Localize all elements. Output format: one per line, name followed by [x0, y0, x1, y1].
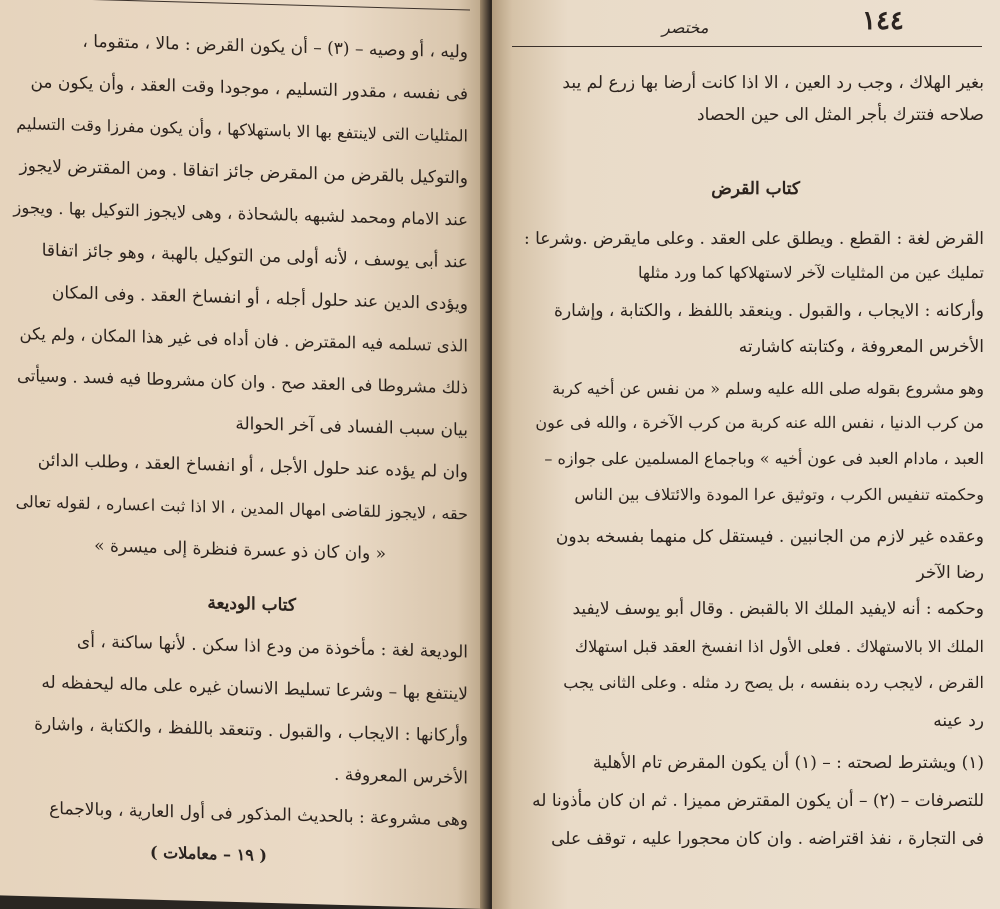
text-line: وحكمته تنفيس الكرب ، وتوثيق عرا المودة والائتلاف بين الناس — [574, 485, 984, 504]
right-page — [492, 0, 1000, 909]
text-line: رضا الآخر — [916, 563, 984, 583]
text-line: المثليات التى لاينتفع بها الا باستهلاكها ، وأن يكون مفرزا وقت التسليم — [16, 113, 468, 146]
text-line: وهى مشروعة : بالحديث المذكور فى أول العارية ، وبالاجماع — [49, 798, 468, 831]
text-line: والتوكيل بالقرض من المقرض جائز اتفاقا . ومن المقترض لايجوز — [19, 155, 468, 189]
text-line: صلاحه فتترك بأجر المثل الى حين الحصاد — [697, 105, 984, 125]
text-line: الأخرس المعروفة ، وكتابته كاشارته — [738, 337, 984, 357]
running-head: مختصر — [662, 18, 709, 37]
text-line: الأخرس المعروفة . — [333, 764, 468, 789]
quran-verse: « وان كان ذو عسرة فنظرة إلى ميسرة » — [94, 536, 386, 565]
section-heading: كتاب الوديعة — [207, 593, 296, 616]
text-line: تمليك عين من المثليات لآخر لاستهلاكها كما ورد مثلها — [637, 263, 984, 282]
page-footer: ( ١٩ – معاملات ) — [150, 842, 267, 865]
text-line: عند الامام ومحمد لشبهه بالشحاذة ، وهى لايجوز التوكيل بها . ويجوز — [13, 197, 468, 230]
text-line: فى نفسه ، مقدور التسليم ، موجودا وقت العقد ، وأن يكون من — [30, 72, 468, 105]
text-line: وليه ، أو وصيه – (٣) – أن يكون القرض : مالا ، متقوما ، — [82, 31, 468, 63]
text-line: ذلك مشروطا فى العقد صح . وان كان مشروطا فيه فسد . وسيأتى — [17, 365, 468, 398]
text-line: وان لم يؤده عند حلول الأجل ، أو انفساخ العقد ، وطلب الدائن — [37, 450, 468, 483]
text-line: من كرب الدنيا ، نفس الله عنه كربة من كرب الآخرة ، والله فى عون — [535, 413, 984, 432]
text-line: العبد ، مادام العبد فى عون أخيه » وباجماع المسلمين على جوازه – — [544, 449, 984, 468]
text-line: حقه ، لايجوز للقاضى امهال المدين ، الا اذا ثبت اعساره ، لقوله تعالى — [15, 491, 468, 524]
text-line: لاينتفع بها – وشرعا تسليط الانسان غيره على ماله ليحفظه له — [41, 672, 468, 705]
text-line: بغير الهلاك ، وجب رد العين ، الا اذا كانت أرضا بها زرع لم يبد — [562, 73, 984, 93]
text-line: وهو مشروع بقوله صلى الله عليه وسلم « من نفس عن أخيه كربة — [552, 379, 984, 398]
text-line: وأركانه : الايجاب ، والقبول . وينعقد باللفظ ، والكتابة ، وإشارة — [554, 301, 984, 321]
text-line: وعقده غير لازم من الجانبين . فيستقل كل منهما بفسخه بدون — [555, 527, 984, 547]
text-line: فى التجارة ، نفذ اقتراضه . وان كان محجورا عليه ، توقف على — [551, 829, 984, 849]
text-line: القرض ، لايجب رده بنفسه ، بل يصح رد مثله . وعلى الثانى يجب — [563, 673, 984, 692]
text-line: عند أبى يوسف ، لأنه أولى من التوكيل بالهبة ، وهو جائز اتفاقا — [41, 240, 468, 273]
text-line: الذى تسلمه فيه المقترض . فان أداه فى غير هذا المكان ، ولم يكن — [19, 323, 468, 356]
text-line: الملك الا بالاستهلاك . فعلى الأول اذا انفسخ العقد قبل استهلاك — [574, 637, 984, 656]
section-heading: كتاب القرض — [711, 179, 800, 199]
text-line: رد عينه — [933, 711, 984, 731]
page-number: ١٤٤ — [862, 6, 904, 36]
left-page — [0, 0, 486, 909]
text-line: القرض لغة : القطع . ويطلق على العقد . وعلى مايقرض .وشرعا : — [523, 229, 984, 249]
text-line: وحكمه : أنه لايفيد الملك الا بالقبض . وقال أبو يوسف لايفيد — [572, 599, 984, 619]
text-line: ويؤدى الدين عند حلول أجله ، أو انفساخ العقد . وفى المكان — [51, 282, 468, 315]
header-rule — [0, 0, 470, 11]
text-line: (١) ويشترط لصحته : – (١) أن يكون المقرض تام الأهلية — [592, 753, 984, 773]
text-line: للتصرفات – (٢) – أن يكون المقترض مميزا . ثم ان كان مأذونا له — [532, 791, 984, 811]
text-line: بيان سبب الفساد فى آخر الحوالة — [235, 413, 468, 441]
header-rule — [512, 46, 982, 47]
text-line: الوديعة لغة : مأخوذة من ودع اذا سكن . لأنها ساكنة ، أى — [76, 631, 468, 663]
text-line: وأركانها : الايجاب ، والقبول . وتنعقد باللفظ ، والكتابة ، واشارة — [34, 714, 468, 747]
